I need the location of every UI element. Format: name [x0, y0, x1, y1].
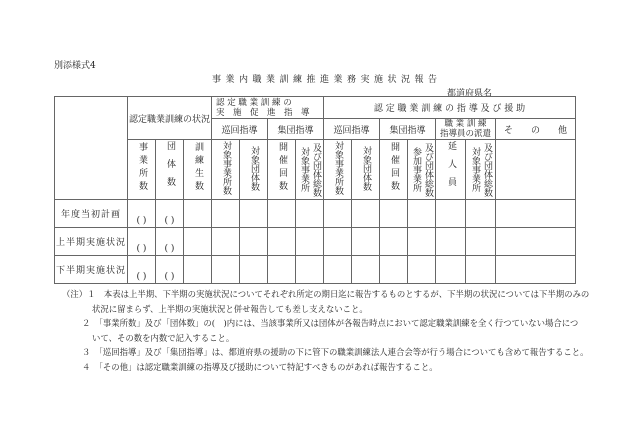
data-cell[interactable] [296, 228, 324, 256]
header-patrol-1: 巡回指導 [212, 119, 268, 140]
data-cell[interactable] [268, 256, 296, 284]
data-cell[interactable] [496, 256, 576, 284]
header-promotion [212, 97, 324, 119]
data-cell[interactable] [128, 200, 156, 228]
data-cell[interactable] [496, 200, 576, 228]
col-part-total-a: 参加事業所 [411, 147, 421, 192]
table-row [55, 256, 576, 284]
col-establishments: 事業所数 [137, 142, 147, 194]
paren-subcount: ( ) [136, 272, 147, 282]
data-cell[interactable] [268, 228, 296, 256]
note-line: ３ 「巡回指導」及び「集団指導」は、都道府県の援助の下に管下の職業訓練法人連合会等が行う場合についても含めて報告すること。 [82, 347, 589, 357]
header-status: 認定職業訓練の状況 [128, 97, 212, 140]
row-label: 年度当初計画 [55, 200, 128, 228]
col-sessions-2: 開催回数 [389, 142, 399, 194]
data-cell[interactable] [466, 200, 496, 228]
data-cell[interactable] [240, 228, 268, 256]
data-cell[interactable] [352, 200, 380, 228]
page-title: 事業内職業訓練推進業務実施状況報告 [212, 75, 442, 85]
data-cell[interactable] [240, 256, 268, 284]
paren-subcount: ( ) [136, 244, 147, 254]
data-cell[interactable] [324, 200, 352, 228]
header-promotion-line1: 認 定 職 業 訓 練 の [216, 97, 292, 108]
note-line: ２ 「事業所数」及び「団体数」の( )内には、当該事業所又は団体が各報告時点において認定職業訓練を全く行つていない場合につ [82, 318, 579, 328]
data-cell[interactable] [268, 200, 296, 228]
data-cell[interactable] [436, 256, 466, 284]
data-cell[interactable] [380, 228, 408, 256]
note-line: （注）１ 本表は上半期、下半期の実施状況についてそれぞれ所定の期日迄に報告するものとするが、下半期の状況については下半期のみの [62, 289, 590, 299]
data-cell[interactable] [408, 200, 436, 228]
data-cell[interactable] [380, 256, 408, 284]
data-cell[interactable] [324, 256, 352, 284]
note-line: ４ 「その他」は認定職業訓練の指導及び援助について特記すべきものがあれば報告すること。 [82, 361, 438, 372]
corner-cell [55, 97, 128, 200]
note-line: いて、その数を内数で記入すること。 [92, 332, 235, 343]
data-cell[interactable] [436, 200, 466, 228]
other-blank [496, 140, 576, 200]
data-cell[interactable] [296, 256, 324, 284]
data-cell[interactable] [408, 228, 436, 256]
header-patrol-2: 巡回指導 [324, 119, 380, 140]
data-cell[interactable] [466, 228, 496, 256]
data-cell[interactable] [324, 228, 352, 256]
table-row [55, 200, 576, 228]
data-cell[interactable] [380, 200, 408, 228]
col-target-est-2: 対象事業所数 [333, 141, 343, 195]
data-cell[interactable] [496, 228, 576, 256]
table-row [55, 228, 576, 256]
header-other: そ の 他 [496, 119, 576, 140]
header-dispatch-line2: 指導員の派遣 [439, 129, 491, 139]
data-cell[interactable] [296, 200, 324, 228]
header-promotion-line2: 実 施 促 進 指 導 [216, 107, 310, 118]
data-cell[interactable] [184, 200, 212, 228]
header-group-1: 集団指導 [268, 119, 324, 140]
col-part-total-b: 及び団体総数 [423, 142, 433, 197]
col-target-total-2 [466, 143, 495, 197]
data-cell[interactable] [184, 228, 212, 256]
col-groups: 団体数 [165, 141, 175, 195]
report-table [54, 96, 576, 284]
col-target-total-2-a: 対象事業所 [470, 147, 480, 192]
paren-subcount: ( ) [164, 272, 175, 282]
header-guidance: 認 定 職 業 訓 練 の 指 導 及 び 援 助 [324, 97, 576, 119]
form-id: 別添様式4 [54, 61, 96, 71]
header-dispatch-line1: 職 業 訓 練 [444, 119, 487, 129]
col-sessions: 開催回数 [277, 142, 287, 194]
row-label: 下半期実施状況 [55, 256, 128, 284]
col-target-total-b: 及び団体総数 [311, 142, 321, 197]
data-cell[interactable] [212, 256, 240, 284]
data-cell[interactable] [212, 228, 240, 256]
col-target-total-a: 対象事業所 [299, 147, 309, 192]
row-label: 上半期実施状況 [55, 228, 128, 256]
data-cell[interactable] [128, 228, 156, 256]
notes [62, 287, 589, 374]
data-cell[interactable] [436, 228, 466, 256]
data-cell[interactable] [352, 228, 380, 256]
data-cell[interactable] [352, 256, 380, 284]
data-cell[interactable] [466, 256, 496, 284]
header-dispatch [436, 119, 496, 140]
col-target-groups-2: 対象団体数 [361, 145, 371, 191]
col-persons: 延人員 [446, 141, 456, 195]
data-cell[interactable] [156, 200, 184, 228]
data-cell[interactable] [408, 256, 436, 284]
col-target-groups: 対象団体数 [249, 145, 259, 191]
note-line: 状況に留まらず、上半期の実施状況と併せ報告しても差し支えないこと。 [92, 303, 368, 314]
data-cell[interactable] [240, 200, 268, 228]
col-trainees: 訓練生数 [193, 142, 203, 194]
data-cell[interactable] [184, 256, 212, 284]
paren-subcount: ( ) [164, 216, 175, 226]
col-target-total-2-b: 及び団体総数 [482, 142, 492, 197]
col-target-est: 対象事業所数 [221, 141, 231, 195]
data-cell[interactable] [156, 228, 184, 256]
header-group-2: 集団指導 [380, 119, 436, 140]
col-target-total [296, 143, 323, 197]
data-cell[interactable] [212, 200, 240, 228]
paren-subcount: ( ) [136, 216, 147, 226]
paren-subcount: ( ) [164, 244, 175, 254]
data-cell[interactable] [156, 256, 184, 284]
data-cell[interactable] [128, 256, 156, 284]
col-participant-total [408, 143, 435, 197]
prefecture-label: 都道府県名 [447, 89, 493, 99]
